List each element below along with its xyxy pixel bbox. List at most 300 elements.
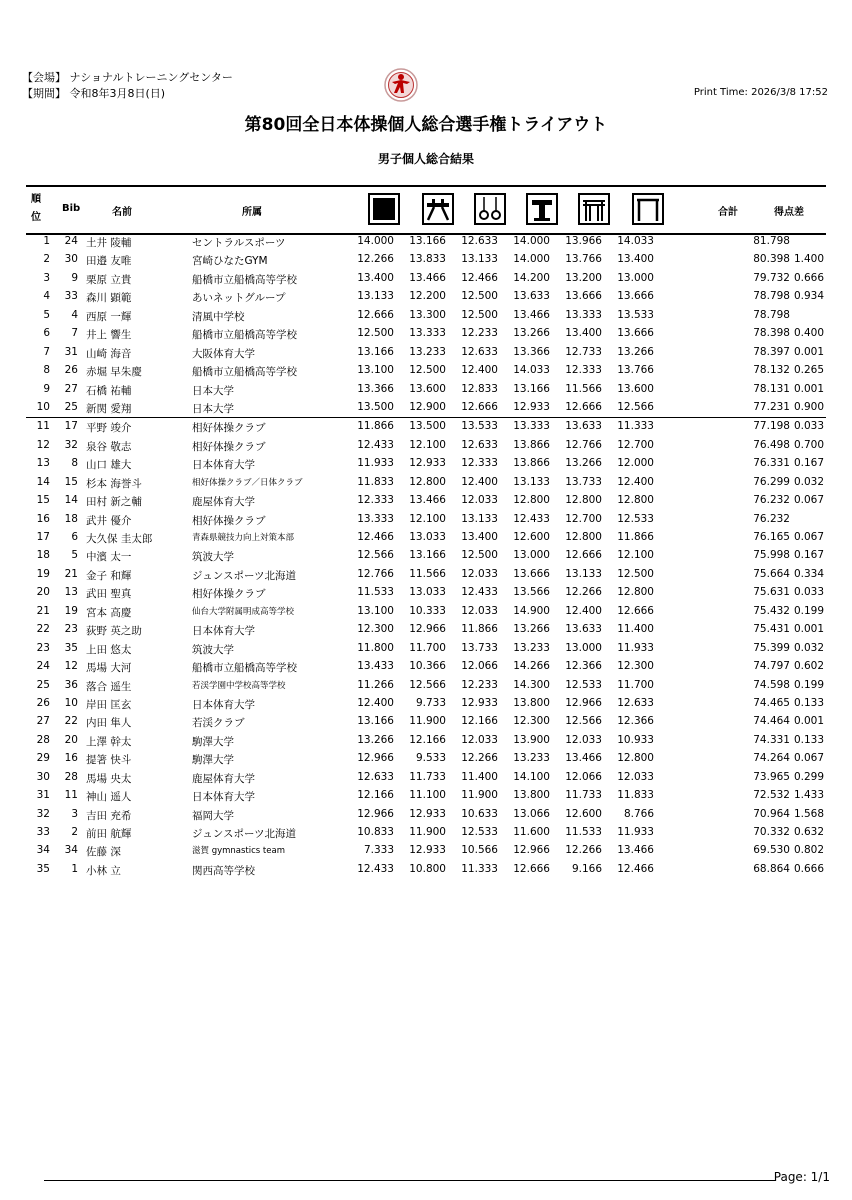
score-cell: 13.733 [461, 641, 498, 654]
score-cell: 13.000 [617, 271, 654, 284]
bib-cell: 32 [64, 438, 78, 451]
name-cell: 泉谷 敬志 [86, 440, 132, 453]
score-cell: 11.700 [409, 641, 446, 654]
total-cell: 78.398 [753, 327, 790, 340]
bib-cell: 16 [64, 752, 78, 765]
score-cell: 14.000 [357, 235, 394, 247]
affiliation-cell: 船橋市立船橋高等学校 [192, 366, 297, 379]
table-row [26, 566, 826, 584]
score-cell: 12.166 [357, 789, 394, 802]
diff-cell: 0.900 [793, 400, 824, 413]
name-cell: 土井 陵輔 [86, 237, 132, 249]
table-row [26, 621, 826, 639]
score-cell: 11.833 [357, 475, 394, 488]
score-cell: 12.600 [565, 807, 602, 820]
score-cell: 14.266 [513, 660, 550, 673]
score-cell: 12.800 [617, 752, 654, 765]
name-cell: 馬場 央太 [86, 772, 132, 785]
score-cell: 12.433 [513, 512, 550, 525]
score-cell: 12.800 [565, 531, 602, 543]
rank-cell: 35 [36, 862, 50, 875]
name-cell: 井上 響生 [86, 329, 132, 342]
bib-cell: 15 [64, 475, 78, 488]
score-cell: 12.733 [565, 345, 602, 358]
bib-cell: 27 [64, 382, 78, 395]
score-cell: 12.800 [565, 494, 602, 507]
score-cell: 12.100 [617, 549, 654, 562]
affiliation-cell: 筑波大学 [192, 643, 234, 656]
score-cell: 12.466 [461, 271, 498, 284]
bib-cell: 11 [64, 789, 78, 802]
score-cell: 13.633 [513, 290, 550, 303]
affiliation-cell: 日本体育大学 [192, 625, 255, 638]
name-cell: 平野 竣介 [86, 422, 132, 435]
affiliation-cell: ジュンスポーツ北海道 [192, 828, 297, 840]
total-cell: 75.399 [753, 641, 790, 654]
score-cell: 12.100 [409, 438, 446, 451]
score-cell: 12.500 [461, 308, 498, 321]
score-cell: 13.133 [513, 475, 550, 488]
diff-cell: 0.033 [793, 586, 824, 599]
affiliation-cell: 船橋市立船橋高等学校 [192, 662, 297, 675]
diff-cell: 0.334 [793, 567, 824, 580]
score-cell: 13.100 [357, 604, 394, 617]
affiliation-cell: 鹿屋体育大学 [192, 772, 255, 785]
score-cell: 12.166 [409, 733, 446, 746]
name-cell: 石橋 祐輔 [86, 384, 132, 397]
score-cell: 13.333 [357, 512, 394, 525]
bib-cell: 23 [64, 623, 78, 636]
rank-cell: 12 [36, 438, 50, 451]
total-cell: 75.431 [753, 623, 790, 636]
score-cell: 13.400 [565, 327, 602, 340]
total-cell: 68.864 [753, 862, 790, 875]
period-text: 【期間】 令和8年3月8日(日) [22, 87, 166, 100]
table-row [26, 288, 826, 306]
score-cell: 12.633 [461, 235, 498, 247]
bib-cell: 12 [64, 660, 78, 673]
table-row [26, 511, 826, 529]
rank-cell: 26 [36, 696, 50, 709]
score-cell: 13.466 [617, 844, 654, 857]
name-cell: 杉本 海誉斗 [86, 477, 142, 490]
table-row [26, 474, 826, 492]
score-cell: 12.966 [409, 623, 446, 636]
score-cell: 12.066 [461, 660, 498, 673]
table-row [26, 787, 826, 805]
affiliation-cell: 筑波大学 [192, 551, 234, 564]
rank-cell: 28 [36, 733, 50, 746]
name-cell: 西原 一輝 [86, 310, 132, 323]
score-cell: 12.666 [513, 862, 550, 875]
score-cell: 13.800 [513, 789, 550, 802]
score-cell: 12.433 [357, 438, 394, 451]
bib-cell: 36 [64, 678, 78, 691]
score-cell: 13.533 [617, 308, 654, 321]
rank-cell: 21 [36, 604, 50, 617]
name-cell: 提箸 快斗 [86, 754, 132, 767]
score-cell: 12.400 [357, 696, 394, 709]
footer-rule [44, 1180, 776, 1181]
score-cell: 12.300 [513, 715, 550, 728]
score-cell: 12.966 [357, 807, 394, 820]
affiliation-cell: 宮崎ひなたGYM [192, 255, 268, 268]
name-cell: 前田 航輝 [86, 828, 132, 840]
bib-cell: 21 [64, 567, 78, 580]
diff-cell: 0.666 [793, 271, 824, 284]
score-cell: 12.633 [357, 770, 394, 783]
floor-icon [366, 191, 402, 227]
score-cell: 13.166 [409, 235, 446, 247]
bib-cell: 31 [64, 345, 78, 358]
table-row [26, 344, 826, 362]
table-row [26, 824, 826, 842]
score-cell: 13.466 [409, 271, 446, 284]
score-cell: 13.733 [565, 475, 602, 488]
score-cell: 11.866 [461, 623, 498, 636]
score-cell: 11.933 [617, 641, 654, 654]
diff-cell: 0.199 [793, 678, 824, 691]
score-cell: 11.566 [409, 567, 446, 580]
bib-cell: 5 [71, 549, 78, 562]
score-cell: 12.666 [565, 549, 602, 562]
score-cell: 13.500 [357, 400, 394, 413]
score-cell: 11.900 [461, 789, 498, 802]
score-cell: 12.200 [409, 290, 446, 303]
score-cell: 12.500 [461, 549, 498, 562]
total-cell: 70.332 [753, 826, 790, 838]
affiliation-cell: 駒澤大学 [192, 735, 234, 748]
score-cell: 13.266 [617, 345, 654, 358]
score-cell: 13.766 [617, 364, 654, 377]
score-cell: 12.300 [357, 623, 394, 636]
total-cell: 76.232 [753, 512, 790, 525]
score-cell: 13.266 [565, 457, 602, 470]
affiliation-cell: 鹿屋体育大学 [192, 496, 255, 509]
name-cell: 栗原 立貴 [86, 273, 132, 286]
score-cell: 13.600 [617, 382, 654, 395]
score-cell: 13.533 [461, 420, 498, 433]
total-cell: 75.664 [753, 567, 790, 580]
score-cell: 13.466 [565, 752, 602, 765]
score-cell: 12.366 [617, 715, 654, 728]
score-cell: 11.700 [617, 678, 654, 691]
score-cell: 9.533 [415, 752, 446, 765]
score-cell: 11.733 [409, 770, 446, 783]
table-row [26, 325, 826, 343]
rank-cell: 4 [43, 290, 50, 303]
rank-cell: 10 [36, 400, 50, 413]
score-cell: 13.233 [513, 752, 550, 765]
affiliation-cell: 相好体操クラブ [192, 440, 266, 453]
score-cell: 12.966 [565, 696, 602, 709]
score-cell: 12.500 [617, 567, 654, 580]
score-cell: 14.900 [513, 604, 550, 617]
bib-cell: 3 [71, 807, 78, 820]
diff-cell: 0.001 [793, 345, 824, 358]
rank-cell: 15 [36, 494, 50, 507]
diff-cell: 1.400 [793, 253, 824, 266]
rank-cell: 9 [43, 382, 50, 395]
bib-cell: 6 [71, 531, 78, 543]
total-cell: 76.331 [753, 457, 790, 470]
score-cell: 12.666 [357, 308, 394, 321]
score-cell: 12.333 [461, 457, 498, 470]
rank-cell: 1 [43, 235, 50, 247]
affiliation-cell: 青森県競技力向上対策本部 [192, 533, 295, 543]
table-row [26, 861, 826, 879]
score-cell: 14.000 [513, 253, 550, 266]
score-cell: 12.033 [461, 494, 498, 507]
score-cell: 12.600 [513, 531, 550, 543]
diff-cell: 0.167 [793, 549, 824, 562]
affiliation-cell: 相好体操クラブ [192, 588, 266, 601]
name-cell: 神山 遥人 [86, 791, 132, 804]
score-cell: 12.466 [617, 862, 654, 875]
affiliation-cell: 清風中学校 [192, 310, 245, 323]
col-total: 合計 [718, 207, 738, 218]
score-cell: 12.033 [461, 567, 498, 580]
score-cell: 13.200 [565, 271, 602, 284]
bib-cell: 35 [64, 641, 78, 654]
affiliation-cell: 相好体操クラブ [192, 422, 266, 435]
name-cell: 上田 悠太 [86, 643, 132, 656]
bib-cell: 30 [64, 253, 78, 266]
score-cell: 12.666 [565, 400, 602, 413]
rank-cell: 31 [36, 789, 50, 802]
score-cell: 12.933 [461, 696, 498, 709]
bib-cell: 1 [71, 862, 78, 875]
rank-cell: 7 [43, 345, 50, 358]
page-title: 第80回全日本体操個人総合選手権トライアウト [244, 115, 608, 135]
total-cell: 79.732 [753, 271, 790, 284]
total-cell: 78.798 [753, 290, 790, 303]
bib-cell: 13 [64, 586, 78, 599]
score-cell: 10.566 [461, 844, 498, 857]
score-cell: 13.600 [409, 382, 446, 395]
total-cell: 80.398 [753, 253, 790, 266]
name-cell: 武井 優介 [86, 514, 132, 527]
score-cell: 13.900 [513, 733, 550, 746]
diff-cell: 0.934 [793, 290, 824, 303]
col-name: 名前 [112, 207, 132, 218]
total-cell: 76.232 [753, 494, 790, 507]
table-row [26, 362, 826, 380]
diff-cell: 0.602 [793, 660, 824, 673]
table-row [26, 455, 826, 473]
rank-cell: 29 [36, 752, 50, 765]
affiliation-cell: 船橋市立船橋高等学校 [192, 329, 297, 342]
name-cell: 落合 遥生 [86, 680, 132, 693]
affiliation-cell: ジュンスポーツ北海道 [192, 569, 297, 582]
name-cell: 田邉 友唯 [86, 255, 132, 268]
score-cell: 11.600 [513, 826, 550, 838]
table-row [26, 658, 826, 676]
total-cell: 77.231 [753, 400, 790, 413]
table-row [26, 769, 826, 787]
score-cell: 13.866 [513, 438, 550, 451]
diff-cell: 1.568 [793, 807, 824, 820]
name-cell: 内田 隼人 [86, 717, 132, 730]
name-cell: 馬場 大河 [86, 662, 132, 675]
header-info [22, 70, 233, 102]
rank-cell: 14 [36, 475, 50, 488]
affiliation-cell: あいネットグループ [192, 292, 286, 305]
affiliation-cell: 日本大学 [192, 402, 234, 415]
table-row [26, 584, 826, 602]
score-cell: 13.100 [357, 364, 394, 377]
score-cell: 13.233 [513, 641, 550, 654]
affiliation-cell: 日本大学 [192, 384, 234, 397]
rank-cell: 30 [36, 770, 50, 783]
score-cell: 11.733 [565, 789, 602, 802]
score-cell: 12.500 [357, 327, 394, 340]
score-cell: 12.266 [357, 253, 394, 266]
table-row [26, 640, 826, 658]
score-cell: 11.333 [617, 420, 654, 433]
score-cell: 12.033 [461, 604, 498, 617]
score-cell: 12.433 [357, 862, 394, 875]
score-cell: 12.033 [461, 733, 498, 746]
score-cell: 11.866 [617, 531, 654, 543]
results-table [26, 233, 826, 879]
score-cell: 13.333 [409, 327, 446, 340]
score-cell: 12.533 [617, 512, 654, 525]
affiliation-cell: 仙台大学附属明成高等学校 [192, 606, 295, 617]
score-cell: 14.100 [513, 770, 550, 783]
score-cell: 13.033 [409, 531, 446, 543]
total-cell: 76.299 [753, 475, 790, 488]
table-row [26, 233, 826, 251]
name-cell: 吉田 充希 [86, 809, 132, 822]
score-cell: 12.300 [617, 660, 654, 673]
name-cell: 金子 和輝 [86, 569, 132, 582]
score-cell: 12.633 [461, 345, 498, 358]
bib-cell: 9 [71, 271, 78, 284]
diff-cell: 0.001 [793, 382, 824, 395]
score-cell: 12.266 [565, 844, 602, 857]
score-cell: 12.333 [357, 494, 394, 507]
score-cell: 12.800 [617, 494, 654, 507]
total-cell: 77.198 [753, 420, 790, 433]
score-cell: 13.133 [565, 567, 602, 580]
diff-cell: 0.001 [793, 623, 824, 636]
score-cell: 12.266 [565, 586, 602, 599]
score-cell: 12.033 [617, 770, 654, 783]
rank-cell: 33 [36, 826, 50, 838]
score-cell: 11.533 [357, 586, 394, 599]
diff-cell: 0.265 [793, 364, 824, 377]
col-diff: 得点差 [774, 207, 804, 218]
score-cell: 13.333 [513, 420, 550, 433]
rank-cell: 5 [43, 308, 50, 321]
table-row [26, 437, 826, 455]
score-cell: 12.633 [461, 438, 498, 451]
score-cell: 13.633 [565, 623, 602, 636]
page-number: Page: 1/1 [773, 1170, 830, 1184]
name-cell: 山口 雄大 [86, 459, 132, 472]
name-cell: 中濱 太一 [86, 551, 132, 564]
diff-cell: 0.666 [793, 862, 824, 875]
col-bib: Bib [62, 203, 81, 214]
score-cell: 11.566 [565, 382, 602, 395]
score-cell: 12.566 [617, 400, 654, 413]
diff-cell: 0.167 [793, 457, 824, 470]
score-cell: 10.800 [409, 862, 446, 875]
rank-cell: 17 [36, 531, 50, 543]
bib-cell: 17 [64, 420, 78, 433]
name-cell: 山崎 海音 [86, 347, 132, 360]
name-cell: 森川 顕範 [86, 292, 132, 305]
rank-cell: 27 [36, 715, 50, 728]
score-cell: 12.833 [461, 382, 498, 395]
rank-cell: 16 [36, 512, 50, 525]
score-cell: 13.000 [565, 641, 602, 654]
name-cell: 佐藤 深 [86, 846, 121, 859]
rank-cell: 23 [36, 641, 50, 654]
table-row [26, 842, 826, 860]
score-cell: 12.100 [409, 512, 446, 525]
affiliation-cell: 相好体操クラブ [192, 514, 266, 527]
bib-cell: 8 [71, 457, 78, 470]
affiliation-cell: 日本体育大学 [192, 698, 255, 711]
total-cell: 70.964 [753, 807, 790, 820]
score-cell: 13.166 [409, 549, 446, 562]
score-cell: 12.400 [617, 475, 654, 488]
name-cell: 田村 新之輔 [86, 496, 142, 509]
diff-cell: 0.133 [793, 696, 824, 709]
col-affiliation: 所属 [242, 207, 262, 218]
score-cell: 11.800 [357, 641, 394, 654]
score-cell: 12.666 [461, 400, 498, 413]
total-cell: 75.998 [753, 549, 790, 562]
score-cell: 12.966 [513, 844, 550, 857]
rank-cell: 11 [36, 420, 50, 433]
affiliation-cell: 駒澤大学 [192, 754, 234, 767]
table-row [26, 399, 826, 418]
diff-cell: 0.032 [793, 475, 824, 488]
score-cell: 13.466 [513, 308, 550, 321]
total-cell: 76.165 [753, 531, 790, 543]
score-cell: 12.533 [461, 826, 498, 838]
vault-icon [524, 191, 560, 227]
bib-cell: 20 [64, 733, 78, 746]
bib-cell: 18 [64, 512, 78, 525]
table-row [26, 529, 826, 547]
table-row [26, 418, 826, 436]
score-cell: 12.766 [357, 567, 394, 580]
score-cell: 11.333 [461, 862, 498, 875]
score-cell: 14.300 [513, 678, 550, 691]
score-cell: 11.900 [409, 715, 446, 728]
total-cell: 74.264 [753, 752, 790, 765]
score-cell: 12.633 [617, 696, 654, 709]
total-cell: 81.798 [753, 235, 790, 247]
name-cell: 大久保 圭太郎 [86, 533, 153, 545]
score-cell: 13.133 [461, 512, 498, 525]
table-row [26, 381, 826, 399]
name-cell: 小林 立 [86, 864, 121, 877]
name-cell: 武田 聖真 [86, 588, 132, 601]
rank-cell: 13 [36, 457, 50, 470]
affiliation-cell: セントラルスポーツ [192, 237, 286, 249]
table-row [26, 750, 826, 768]
score-cell: 13.266 [513, 623, 550, 636]
score-cell: 12.233 [461, 327, 498, 340]
name-cell: 岸田 匡玄 [86, 698, 132, 711]
bib-cell: 2 [71, 826, 78, 838]
bib-cell: 10 [64, 696, 78, 709]
